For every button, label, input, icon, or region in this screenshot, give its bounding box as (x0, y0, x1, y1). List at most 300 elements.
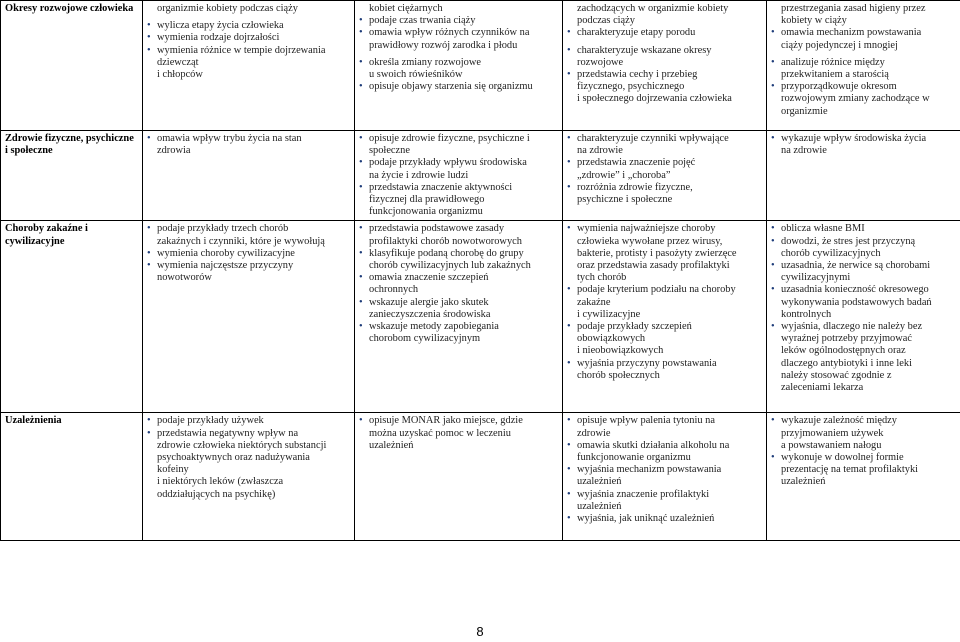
bullet-item (359, 272, 558, 284)
bullet-item (567, 27, 762, 39)
table-row-choroby (1, 221, 960, 413)
requirement-text: wyjaśnia mechanizm powstawania (577, 464, 722, 476)
continuation-line (147, 3, 350, 15)
bullet-item (567, 415, 762, 427)
requirement-cell (355, 413, 563, 541)
requirement-text: cywilizacyjnymi (781, 272, 851, 284)
continuation-line (567, 272, 762, 284)
continuation-line (771, 106, 956, 118)
requirement-text: dziewcząt (157, 56, 199, 68)
bullet-icon: • (567, 133, 571, 144)
requirement-cell (355, 221, 563, 413)
bullet-item (567, 223, 762, 235)
requirement-text: chorób cywilizacyjnych lub zakaźnych (369, 260, 531, 272)
continuation-line (567, 3, 762, 15)
bullet-icon: • (567, 357, 571, 369)
bullet-icon: • (147, 44, 151, 56)
requirement-text: chorób społecznych (577, 369, 660, 381)
continuation-line (567, 260, 762, 272)
requirement-text: kobiety w ciąży (781, 15, 847, 27)
bullet-item (359, 157, 558, 169)
continuation-line (567, 333, 762, 345)
continuation-line (567, 194, 762, 206)
bullet-icon: • (359, 247, 363, 259)
requirement-text: dowodzi, że stres jest przyczyną (781, 235, 916, 247)
continuation-line (771, 382, 956, 394)
bullet-item (359, 27, 558, 39)
requirement-text: rozwojowe (577, 56, 624, 68)
continuation-line (771, 3, 956, 15)
bullet-icon: • (359, 296, 363, 308)
continuation-line (147, 452, 350, 464)
bullet-item (567, 464, 762, 476)
requirement-text: oraz przedstawia zasady profilaktyki (577, 260, 730, 272)
bullet-item (771, 452, 956, 464)
requirement-cell (355, 1, 563, 131)
bullet-icon: • (771, 415, 775, 427)
requirement-text: opisuje objawy starzenia się organizmu (369, 81, 533, 93)
requirement-block (771, 133, 956, 157)
continuation-line (147, 145, 350, 157)
bullet-icon: • (147, 32, 151, 44)
requirement-text: wskazuje alergie jako skutek (369, 296, 489, 308)
requirement-text: wymienia różnice w tempie dojrzewania (157, 44, 326, 56)
requirement-text: przedstawia cechy i przebieg (577, 69, 698, 81)
continuation-line (359, 145, 558, 157)
requirement-cell (767, 413, 960, 541)
topic-cell (1, 131, 143, 221)
bullet-item (567, 321, 762, 333)
requirement-text: człowieka wywołane przez wirusy, (577, 235, 723, 247)
requirement-text: podaje przykłady używek (157, 415, 264, 427)
requirement-text: na życie i zdrowie ludzi (369, 169, 469, 181)
requirement-text: charakteryzuje wskazane okresy (577, 44, 712, 56)
requirement-text: omawia mechanizm powstawania (781, 27, 922, 39)
requirement-text: kobiet ciężarnych (369, 3, 443, 14)
bullet-item (359, 248, 558, 260)
bullet-item (771, 81, 956, 93)
bullet-item (771, 321, 956, 333)
requirement-text: podaje przykłady trzech chorób (157, 223, 289, 235)
requirement-text: zdrowie człowieka niektórych substancji (157, 439, 327, 451)
requirement-text: prawidłowy rozwój zarodka i płodu (369, 39, 518, 51)
requirement-text: profilaktyki chorób nowotworowych (369, 235, 522, 247)
requirement-block (359, 133, 558, 218)
bullet-icon: • (771, 235, 775, 247)
bullet-icon: • (147, 260, 151, 272)
continuation-line (147, 272, 350, 284)
requirement-text: rozróżnia zdrowie fizyczne, (577, 181, 693, 193)
bullet-icon: • (359, 181, 363, 193)
requirement-text: na zdrowie (781, 145, 827, 157)
bullet-icon: • (771, 321, 775, 333)
requirement-text: wyjaśnia, jak uniknąć uzależnień (577, 513, 715, 525)
bullet-icon: • (359, 81, 363, 93)
bullet-icon: • (567, 415, 571, 427)
topic-cell (1, 221, 143, 413)
requirement-text: i cywilizacyjne (577, 308, 641, 320)
requirement-block (771, 57, 956, 118)
continuation-line (771, 440, 956, 452)
requirement-text: wyjaśnia znaczenie profilaktyki (577, 488, 710, 500)
bullet-icon: • (567, 439, 571, 451)
bullet-item (359, 297, 558, 309)
bullet-icon: • (771, 27, 775, 39)
requirement-text: wyjaśnia przyczyny powstawania (577, 357, 717, 369)
bullet-item (567, 133, 762, 145)
requirement-text: przyporządkowuje okresom (781, 81, 897, 93)
bullet-item (147, 248, 350, 260)
continuation-line (359, 69, 558, 81)
requirement-text: uzależnień (781, 476, 826, 488)
bullet-icon: • (567, 321, 571, 333)
bullet-item (567, 440, 762, 452)
topic-label: Zdrowie fizyczne, psychiczne i społeczne (5, 133, 134, 157)
bullet-item (567, 69, 762, 81)
requirement-text: wymienia rodzaje dojrzałości (157, 32, 280, 44)
table-row-okresy-rozwojowe (1, 1, 960, 131)
continuation-line (359, 428, 558, 440)
requirement-text: zdrowia (157, 145, 191, 157)
requirement-block (147, 20, 350, 81)
requirement-text: wykazuje zależność między (781, 415, 897, 427)
requirement-text: „zdrowie” i „choroba” (577, 169, 671, 181)
bullet-item (771, 236, 956, 248)
requirement-cell (563, 131, 767, 221)
requirement-block (567, 3, 762, 40)
requirement-text: i społecznego dojrzewania człowieka (577, 93, 732, 105)
bullet-icon: • (147, 133, 151, 144)
requirement-text: ochronnych (369, 284, 419, 296)
requirement-text: nowotworów (157, 272, 212, 284)
continuation-line (359, 194, 558, 206)
bullet-item (147, 20, 350, 32)
continuation-line (359, 260, 558, 272)
bullet-item (359, 133, 558, 145)
bullet-icon: • (147, 247, 151, 259)
bullet-item (359, 415, 558, 427)
bullet-item (359, 182, 558, 194)
requirement-text: i nieobowiązkowych (577, 345, 664, 357)
requirement-text: analizuje różnice między (781, 56, 885, 68)
requirement-cell (143, 413, 355, 541)
requirement-text: funkcjonowania organizmu (369, 206, 483, 218)
continuation-line (359, 206, 558, 218)
requirement-text: uzależnień (369, 439, 414, 451)
requirement-block (567, 45, 762, 106)
requirement-text: można uzyskać pomoc w leczeniu (369, 427, 511, 439)
bullet-item (147, 415, 350, 427)
requirement-text: wylicza etapy życia człowieka (157, 20, 284, 32)
requirement-text: chorobom cywilizacyjnym (369, 333, 481, 345)
requirement-text: wyraźnej potrzeby przyjmować (781, 333, 912, 345)
requirement-cell (563, 221, 767, 413)
requirement-cell (143, 131, 355, 221)
continuation-line (567, 81, 762, 93)
requirement-cell (767, 131, 960, 221)
continuation-line (147, 440, 350, 452)
requirement-text: wymienia choroby cywilizacyjne (157, 247, 295, 259)
bullet-icon: • (147, 20, 151, 32)
bullet-item (567, 358, 762, 370)
bullet-item (567, 513, 762, 525)
topic-label: Okresy rozwojowe człowieka (5, 3, 134, 14)
requirement-text: organizmie (781, 105, 828, 117)
requirement-text: zanieczyszczenia środowiska (369, 308, 491, 320)
requirement-cell (355, 131, 563, 221)
requirement-text: przedstawia negatywny wpływ na (157, 427, 299, 439)
continuation-line (567, 345, 762, 357)
bullet-item (567, 489, 762, 501)
continuation-line (567, 501, 762, 513)
requirement-block (359, 57, 558, 94)
requirement-text: oddziałujących na psychikę) (157, 488, 276, 500)
requirement-text: chorób cywilizacyjnych (781, 247, 881, 259)
requirement-text: wykazuje wpływ środowiska życia (781, 133, 927, 144)
continuation-line (147, 57, 350, 69)
continuation-line (567, 145, 762, 157)
requirement-text: funkcjonowanie organizmu (577, 452, 691, 464)
requirement-block (359, 415, 558, 452)
requirement-text: zakaźnych i czynniki, które je wywołują (157, 235, 325, 247)
requirement-text: i niektórych leków (zwłaszcza (157, 476, 284, 488)
requirement-text: tych chorób (577, 272, 627, 284)
bullet-item (359, 57, 558, 69)
continuation-line (567, 452, 762, 464)
requirement-text: zaleceniami lekarza (781, 382, 864, 394)
continuation-line (567, 57, 762, 69)
requirement-block (771, 223, 956, 394)
bullet-item (771, 27, 956, 39)
requirement-text: oblicza własne BMI (781, 223, 865, 235)
requirement-text: obowiązkowych (577, 333, 646, 345)
requirement-block (567, 223, 762, 382)
continuation-line (567, 15, 762, 27)
bullet-icon: • (567, 27, 571, 39)
continuation-line (771, 428, 956, 440)
bullet-item (359, 321, 558, 333)
requirement-text: u swoich rówieśników (369, 69, 463, 81)
requirement-text: charakteryzuje etapy porodu (577, 27, 696, 39)
topic-label: Uzależnienia (5, 415, 62, 427)
continuation-line (147, 236, 350, 248)
bullet-icon: • (567, 69, 571, 81)
bullet-icon: • (147, 427, 151, 439)
requirement-text: leków ogólnodostępnych oraz (781, 345, 906, 357)
bullet-icon: • (567, 464, 571, 476)
bullet-icon: • (359, 157, 363, 169)
bullet-icon: • (771, 81, 775, 93)
bullet-item (771, 284, 956, 296)
requirement-text: uzależnień (577, 500, 622, 512)
requirement-text: przekwitaniem a starością (781, 69, 889, 81)
requirement-text: podaje przykłady szczepień (577, 321, 692, 333)
continuation-line (567, 476, 762, 488)
requirement-text: omawia wpływ różnych czynników na (369, 27, 530, 39)
continuation-line (771, 93, 956, 105)
requirement-cell (563, 413, 767, 541)
requirement-text: dlaczego antybiotyki i inne leki (781, 357, 912, 369)
requirement-block (567, 415, 762, 525)
requirement-text: wskazuje metody zapobiegania (369, 321, 499, 333)
requirement-text: zachodzących w organizmie kobiety (577, 3, 729, 14)
bullet-icon: • (567, 223, 571, 235)
curriculum-table-body (1, 1, 960, 541)
continuation-line (567, 236, 762, 248)
requirement-text: przedstawia podstawowe zasady (369, 223, 505, 235)
bullet-icon: • (771, 284, 775, 296)
bullet-item (567, 45, 762, 57)
requirement-block (567, 133, 762, 206)
bullet-item (147, 428, 350, 440)
requirement-text: podaje czas trwania ciąży (369, 15, 476, 27)
continuation-line (771, 345, 956, 357)
continuation-line (567, 428, 762, 440)
table-row-uzaleznienia (1, 413, 960, 541)
continuation-line (567, 170, 762, 182)
continuation-line (359, 309, 558, 321)
requirement-text: społeczne (369, 145, 410, 157)
requirement-text: charakteryzuje czynniki wpływające (577, 133, 729, 144)
requirement-text: podczas ciąży (577, 15, 635, 27)
bullet-item (147, 260, 350, 272)
bullet-item (147, 133, 350, 145)
requirement-text: a powstawaniem nałogu (781, 439, 882, 451)
requirement-block (147, 133, 350, 157)
bullet-icon: • (359, 27, 363, 39)
bullet-icon: • (567, 181, 571, 193)
bullet-icon: • (771, 56, 775, 68)
requirement-text: organizmie kobiety podczas ciąży (157, 3, 298, 14)
requirement-text: ciąży pojedynczej i mnogiej (781, 39, 898, 51)
requirement-text: uzależnień (577, 476, 622, 488)
requirement-text: określa zmiany rozwojowe (369, 56, 481, 68)
bullet-icon: • (771, 260, 775, 272)
page-number: 8 (476, 624, 484, 639)
requirement-text: wykonywania podstawowych badań (781, 296, 932, 308)
requirement-text: zdrowie (577, 427, 611, 439)
requirement-text: rozwojowym zmiany zachodzące w (781, 93, 930, 105)
continuation-line (359, 3, 558, 15)
requirement-text: psychiczne i społeczne (577, 194, 673, 206)
bullet-item (771, 260, 956, 272)
requirement-block (147, 415, 350, 500)
continuation-line (771, 69, 956, 81)
requirement-text: fizycznej dla prawidłowego (369, 194, 485, 206)
continuation-line (567, 93, 762, 105)
requirement-block (359, 223, 558, 345)
requirement-text: wykonuje w dowolnej formie (781, 452, 904, 464)
requirement-text: wyjaśnia, dlaczego nie należy bez (781, 321, 923, 333)
requirement-text: i chłopców (157, 69, 203, 81)
continuation-line (771, 40, 956, 52)
continuation-line (771, 476, 956, 488)
continuation-line (567, 309, 762, 321)
continuation-line (147, 69, 350, 81)
requirement-cell (767, 221, 960, 413)
bullet-item (359, 223, 558, 235)
bullet-item (771, 415, 956, 427)
requirement-cell (563, 1, 767, 131)
bullet-icon: • (567, 284, 571, 296)
bullet-icon: • (567, 513, 571, 525)
bullet-icon: • (771, 223, 775, 235)
continuation-line (771, 358, 956, 370)
requirement-cell (143, 1, 355, 131)
bullet-icon: • (359, 272, 363, 284)
requirement-text: omawia wpływ trybu życia na stan (157, 133, 302, 144)
requirement-text: na zdrowie (577, 145, 623, 157)
requirement-text: opisuje zdrowie fizyczne, psychiczne i (369, 133, 530, 144)
requirement-text: bakterie, protisty i pasożyty zwierzęce (577, 247, 737, 259)
requirement-text: opisuje wpływ palenia tytoniu na (577, 415, 715, 427)
continuation-line (359, 40, 558, 52)
bullet-icon: • (359, 56, 363, 68)
bullet-icon: • (359, 133, 363, 144)
continuation-line (771, 464, 956, 476)
continuation-line (771, 370, 956, 382)
continuation-line (771, 297, 956, 309)
requirement-text: uzasadnia, że nerwice są chorobami (781, 260, 931, 272)
continuation-line (567, 297, 762, 309)
continuation-line (359, 236, 558, 248)
requirement-text: wymienia najczęstsze przyczyny (157, 260, 294, 272)
requirement-text: podaje przykłady wpływu środowiska (369, 157, 527, 169)
requirement-text: wymienia najważniejsze choroby (577, 223, 716, 235)
bullet-icon: • (567, 488, 571, 500)
bullet-icon: • (359, 321, 363, 333)
continuation-line (359, 284, 558, 296)
requirement-text: psychoaktywnych oraz nadużywania (157, 452, 310, 464)
requirement-text: kofeiny (157, 464, 189, 476)
bullet-icon: • (771, 452, 775, 464)
continuation-line (771, 333, 956, 345)
requirement-text: należy stosować zgodnie z (781, 369, 892, 381)
requirement-text: zakaźne (577, 296, 611, 308)
continuation-line (567, 248, 762, 260)
continuation-line (771, 15, 956, 27)
requirement-text: podaje kryterium podziału na choroby (577, 284, 736, 296)
continuation-line (771, 248, 956, 260)
bullet-item (567, 157, 762, 169)
requirement-text: opisuje MONAR jako miejsce, gdzie (369, 415, 523, 427)
bullet-icon: • (567, 157, 571, 169)
requirement-block (771, 415, 956, 488)
requirement-text: przyjmowaniem używek (781, 427, 884, 439)
continuation-line (771, 272, 956, 284)
requirement-cell (143, 221, 355, 413)
bullet-icon: • (359, 223, 363, 235)
bullet-item (771, 223, 956, 235)
requirement-text: przedstawia znaczenie pojęć (577, 157, 696, 169)
continuation-line (147, 489, 350, 501)
bullet-icon: • (771, 133, 775, 144)
bullet-icon: • (147, 415, 151, 427)
bullet-item (567, 284, 762, 296)
bullet-icon: • (359, 415, 363, 427)
requirement-text: uzasadnia konieczność okresowego (781, 284, 929, 296)
topic-label: Choroby zakaźne i cywilizacyjne (5, 223, 88, 247)
bullet-item (771, 57, 956, 69)
continuation-line (771, 309, 956, 321)
bullet-icon: • (147, 223, 151, 235)
requirement-block (147, 223, 350, 284)
requirement-text: omawia skutki działania alkoholu na (577, 439, 730, 451)
bullet-item (567, 182, 762, 194)
bullet-item (359, 81, 558, 93)
bullet-icon: • (359, 15, 363, 27)
topic-cell (1, 1, 143, 131)
